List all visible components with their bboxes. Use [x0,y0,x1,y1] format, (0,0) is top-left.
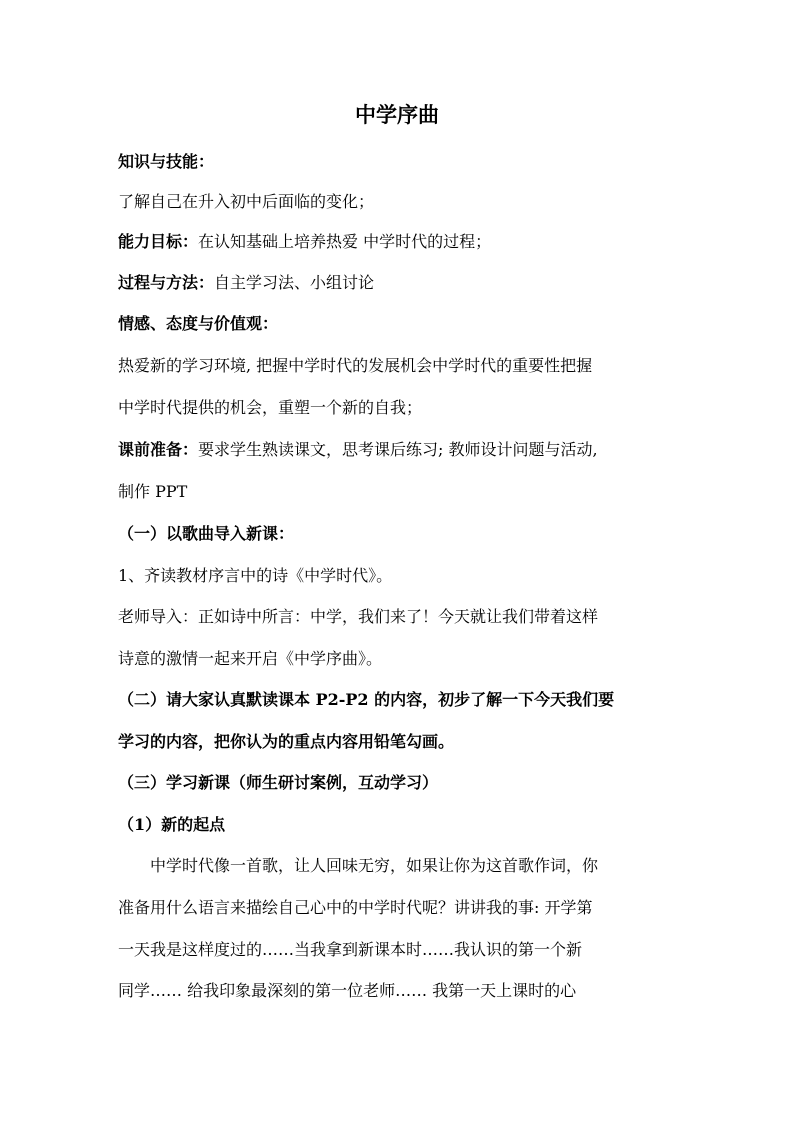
line-label: 过程与方法： [118,273,215,292]
line-label: 知识与技能： [118,152,215,171]
section-heading-knowledge [118,150,688,174]
line-text: 要求学生熟读课文，思考课后练习; 教师设计问题与活动, [198,440,598,459]
line-label: 学习的内容，把你认为的重点内容用铅笔勾画。 [118,732,455,751]
preparation-line [118,438,688,462]
section-heading-three [118,771,688,795]
ability-goal-line [118,230,688,254]
paragraph-line [118,605,688,629]
line-text: 准备用什么语言来描绘自己心中的中学时代呢？讲讲我的事: 开学第 [118,898,593,917]
line-text: 老师导入：正如诗中所言：中学，我们来了！今天就让我们带着这样 [118,607,599,626]
paragraph-line [118,938,688,962]
paragraph-line [118,354,688,378]
line-text: 中学时代提供的机会，重塑一个新的自我； [118,398,423,417]
paragraph-line [118,190,688,214]
section-heading-emotion [118,312,688,336]
paragraph-line [118,854,688,878]
line-text: 制作 PPT [118,482,188,501]
line-text: 1、齐读教材序言中的诗《中学时代》。 [118,566,393,585]
line-text: 了解自己在升入初中后面临的变化； [118,192,375,211]
paragraph-line [118,896,688,920]
line-text: 诗意的激情一起来开启《中学序曲》。 [118,649,383,668]
line-text: 在认知基础上培养热爱 中学时代的过程； [198,232,492,251]
paragraph-line [118,564,688,588]
subsection-heading [118,813,688,837]
line-text: 同学…… 给我印象最深刻的第一位老师…… 我第一天上课时的心 [118,981,577,1000]
section-heading-two-cont [118,730,688,754]
paragraph-line [118,979,688,1003]
process-method-line [118,271,688,295]
line-text: 自主学习法、小组讨论 [214,273,375,292]
line-label: （一）以歌曲导入新课： [118,524,295,543]
paragraph-line [118,647,688,671]
section-heading-two [118,688,688,712]
line-label: 课前准备： [118,440,199,459]
paragraph-line [118,396,688,420]
line-text: 热爱新的学习环境, 把握中学时代的发展机会中学时代的重要性把握 [118,356,593,375]
section-heading-one [118,522,688,546]
line-label: （1）新的起点 [118,815,226,834]
paragraph-line [118,480,688,504]
line-label: （三）学习新课（师生研讨案例，互动学习） [118,773,439,792]
line-label: 能力目标： [118,232,199,251]
document-title: 中学序曲 [355,102,439,127]
line-text: 中学时代像一首歌，让人回味无穷，如果让你为这首歌作词，你 [150,856,599,875]
line-text: 一天我是这样度过的……当我拿到新课本时……我认识的第一个新 [118,940,583,959]
line-label: （二）请大家认真默读课本 P2-P2 的内容，初步了解一下今天我们要 [118,690,615,709]
line-label: 情感、态度与价值观： [118,314,279,333]
